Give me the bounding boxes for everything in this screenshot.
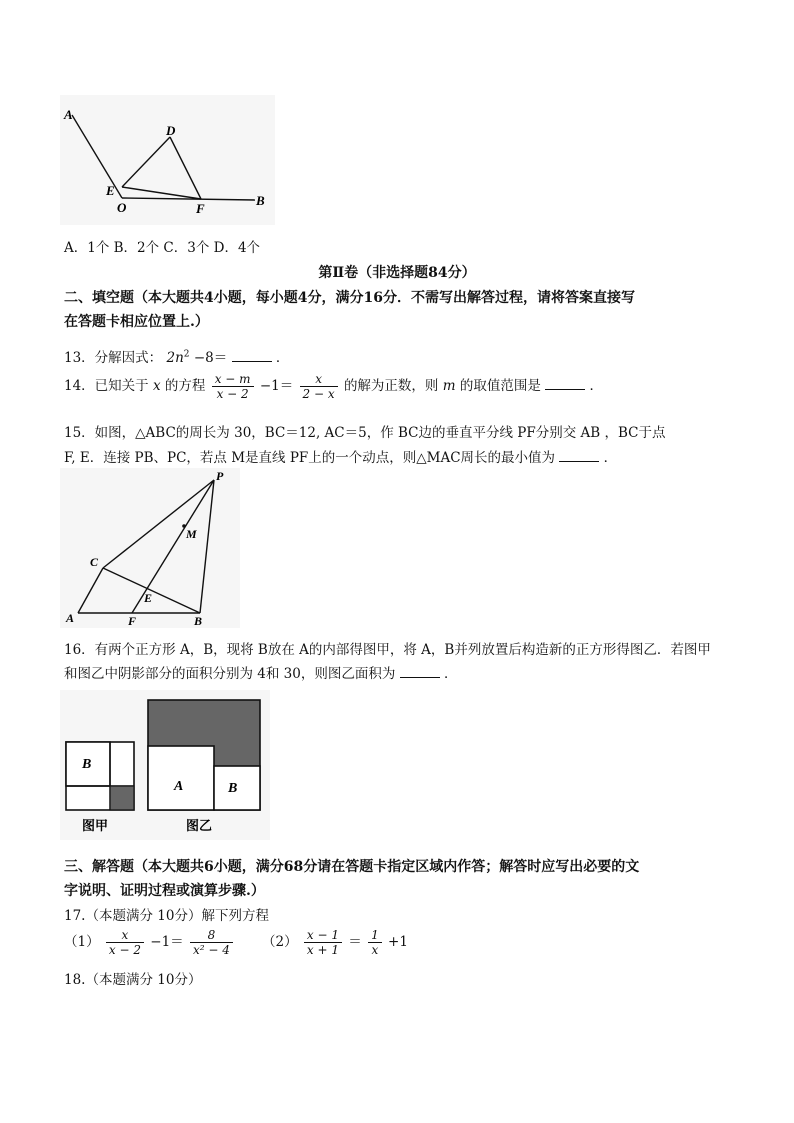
caption-right: 图乙 — [186, 819, 213, 834]
q15-line1: 15．如图，△ABC的周长为 30，BC＝12, AC＝5，作 BC边的垂直平分线 PF分别交 AB ，BC于点 — [64, 425, 666, 441]
angle-figure-svg — [60, 95, 275, 225]
question-14 — [64, 372, 603, 401]
squares-figure-svg — [60, 690, 270, 840]
q17-p2-f2-numerator: 1 — [368, 928, 382, 943]
q14-fraction-2 — [300, 372, 338, 401]
q14-var-x: x — [152, 378, 161, 394]
q17-p1-mid: −1＝ — [150, 934, 184, 950]
label-c: C — [90, 555, 99, 569]
label-f: F — [128, 614, 137, 628]
q12-options: A．1个 B．2个 C．3个 D．4个 — [64, 240, 261, 256]
q16-line2: 和图乙中阴影部分的面积分别为 4和 30，则图乙面积为 — [64, 666, 396, 682]
label-d: D — [166, 123, 176, 138]
label-b: B — [256, 193, 265, 208]
q17-p1-fraction-1 — [106, 928, 144, 957]
q17-p2-f2-denominator: x — [371, 943, 379, 957]
squares-figure — [60, 690, 270, 840]
q14-answer-blank[interactable] — [545, 389, 585, 390]
q17-p1-f1-numerator: x — [106, 928, 144, 943]
q13-expr-b: −8＝ — [193, 350, 228, 366]
label-b-left: B — [82, 757, 92, 772]
q16-line2-wrap — [64, 662, 457, 682]
q17-p1-label: （1） — [64, 934, 100, 950]
label-e: E — [106, 183, 115, 198]
fill-heading-line1: 二、填空题（本大题共4小题，每小题4分，满分16分．不需写出解答过程，请将答案直接写 — [64, 290, 635, 306]
solve-heading-line1: 三、解答题（本大题共6小题，满分68分请在答题卡指定区域内作答；解答时应写出必要的文 — [64, 859, 640, 875]
label-o: O — [117, 200, 127, 215]
section2-title: 第Ⅱ卷（非选择题84分） — [318, 265, 476, 281]
q17-intro: 17.（本题满分 10分）解下列方程 — [64, 908, 269, 924]
figure-background — [60, 95, 275, 225]
label-b-right: B — [228, 781, 238, 796]
q18-title: 18.（本题满分 10分） — [64, 972, 202, 988]
q14-frac2-numerator: x — [300, 372, 338, 387]
label-f: F — [196, 201, 205, 216]
q17-p1-f2-denominator: x² − 4 — [192, 943, 230, 957]
q14-frac1-denominator: x − 2 — [216, 387, 249, 401]
q16-line1: 16．有两个正方形 A，B，现将 B放在 A的内部得图甲，将 A，B并列放置后构造新的正方形得图乙．若图甲 — [64, 642, 711, 658]
q13-prefix: 13．分解因式： — [64, 350, 163, 366]
label-e: E — [144, 591, 153, 605]
q14-suffix2: 的取值范围是 — [459, 378, 541, 394]
q13-exponent: 2 — [183, 349, 190, 360]
q17-p2-f1-denominator: x + 1 — [306, 943, 339, 957]
solve-heading-line2: 字说明、证明过程或演算步骤.） — [64, 883, 265, 899]
q17-part1 — [64, 928, 235, 957]
q14-prefix: 14．已知关于 — [64, 378, 149, 394]
q14-end: ． — [589, 378, 603, 394]
q14-suffix1: 的解为正数，则 — [343, 378, 439, 394]
q15-answer-blank[interactable] — [559, 461, 599, 462]
label-a: A — [66, 611, 75, 625]
q17-p1-f2-numerator: 8 — [190, 928, 233, 943]
q14-minus-one: −1＝ — [259, 378, 294, 394]
q13-end: ． — [275, 350, 290, 366]
fill-heading-line2: 在答题卡相应位置上.） — [64, 314, 209, 330]
label-a-right: A — [174, 779, 184, 794]
q17-p2-fraction-1 — [304, 928, 342, 957]
question-13 — [64, 346, 289, 366]
q17-p2-end: +1 — [388, 934, 408, 950]
label-a: A — [64, 107, 73, 122]
shaded-small-square — [110, 786, 134, 810]
q15-line2-wrap — [64, 446, 617, 466]
q14-frac2-denominator: 2 − x — [302, 387, 335, 401]
q17-p2-label: （2） — [262, 934, 298, 950]
q14-fraction-1 — [212, 372, 254, 401]
q16-end: ． — [443, 666, 458, 682]
q14-mid: 的方程 — [164, 378, 206, 394]
triangle-figure — [60, 468, 240, 628]
q17-p2-f1-numerator: x − 1 — [304, 928, 342, 943]
caption-left: 图甲 — [82, 819, 109, 834]
q14-var-m: m — [442, 378, 456, 394]
q16-answer-blank[interactable] — [400, 677, 440, 678]
q17-p1-fraction-2 — [190, 928, 233, 957]
q15-line2: F, E．连接 PB、PC，若点 M是直线 PF上的一个动点，则△MAC周长的最小值为 — [64, 450, 556, 466]
label-m: M — [186, 527, 197, 541]
label-b: B — [194, 614, 203, 628]
label-p: P — [216, 469, 224, 483]
q13-answer-blank[interactable] — [232, 361, 272, 362]
q15-end: ． — [603, 450, 618, 466]
q17-part2 — [262, 928, 408, 957]
triangle-figure-svg — [60, 468, 240, 628]
square-a-right — [148, 746, 214, 810]
q17-p2-fraction-2 — [368, 928, 382, 957]
q13-expr-a: 2n — [166, 350, 184, 366]
angle-figure — [60, 95, 275, 225]
q17-p1-f1-denominator: x − 2 — [108, 943, 141, 957]
q14-frac1-numerator: x − m — [212, 372, 254, 387]
q17-p2-mid: ＝ — [348, 934, 362, 950]
